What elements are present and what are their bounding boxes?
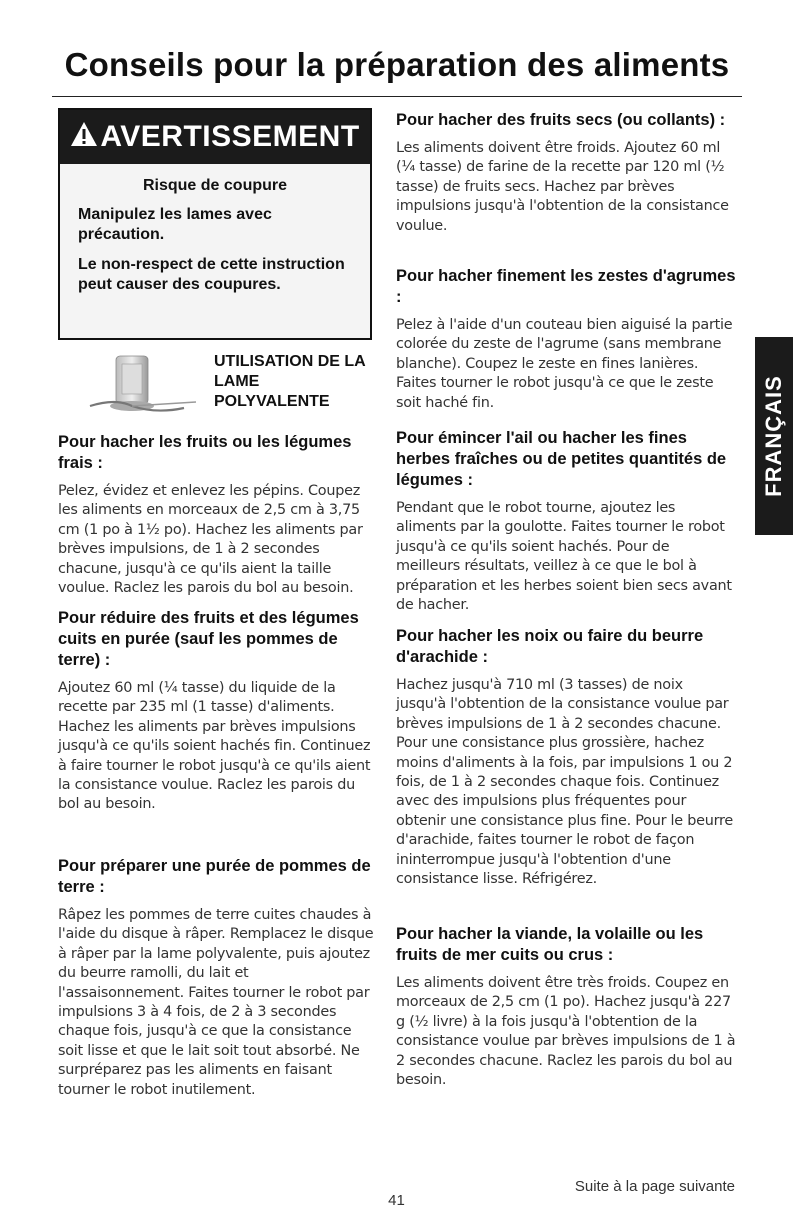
section-body: Râpez les pommes de terre cuites chaudes à l'aide du disque à râper. Remplacez le disque à râper par la lame polyvalente, puis ajoutez du beurre ramolli, du lait et l'assaisonnement. Faites tourner le robot par impulsions 3 à 4 fois, de 2 à 3 secondes chaque fois, jusqu'à ce que la consistance soit lisse et que le lait soit tout absorbé. Ne surpréparez pas les aliments en faisant tourner le robot inutilement. [58, 907, 374, 1098]
warning-banner [60, 110, 370, 164]
language-tab-label: FRANÇAIS [761, 375, 786, 497]
section-viande-volaille [396, 924, 736, 1090]
warning-triangle-icon [70, 121, 98, 154]
page-number: 41 [388, 1192, 405, 1209]
section-body: Pelez, évidez et enlevez les pépins. Coupez les aliments en morceaux de 2,5 cm à 3,75 cm (1 po à 1½ po). Hachez les aliments par brèves impulsions, de 1 à 2 secondes chacune, jusqu'à ce qu'ils aient la taille voulue. Raclez les parois du bol au besoin. [58, 483, 363, 597]
page-title: Conseils pour la préparation des aliments [64, 46, 730, 83]
section-body: Pendant que le robot tourne, ajoutez les aliments par la goulotte. Faites tourner le robot jusqu'à ce qu'ils soient hachés. Pour de meilleurs résultats, veillez à ce que le bol à préparation et les herbes soient bien secs avant de hacher. [396, 500, 732, 614]
warning-banner-label: AVERTISSEMENT [100, 120, 360, 153]
warning-subtitle: Risque de coupure [142, 177, 288, 194]
warning-line2: Le non-respect de cette instruction peut causer des coupures. [78, 256, 345, 293]
section-body: Ajoutez 60 ml (¼ tasse) du liquide de la recette par 235 ml (1 tasse) d'aliments. Hachez les aliments par brèves impulsions jusqu'à ce qu'ils soient hachés fin. Continuez à faire tourner le robot jusqu'à ce qu'ils aient la consistance voulue. Raclez les parois du bol au besoin. [58, 680, 371, 813]
section-heading: Pour hacher les fruits ou les légumes frais : [58, 433, 352, 472]
section-fruits-secs [396, 110, 736, 236]
warning-line1: Manipulez les lames avec précaution. [78, 206, 272, 243]
language-tab [755, 337, 793, 535]
title-rule [52, 96, 742, 97]
section-body: Pelez à l'aide d'un couteau bien aiguisé la partie colorée du zeste de l'agrume (sans membrane blanche). Coupez le zeste en fines lanières. Faites tourner le robot jusqu'à ce que le zeste soit haché fin. [396, 317, 733, 411]
section-fruits-legumes-frais [58, 432, 376, 598]
section-zestes-agrumes [396, 266, 736, 413]
warning-box [58, 108, 372, 340]
section-heading: Pour hacher des fruits secs (ou collants) : [396, 111, 726, 129]
section-ail-fines-herbes [396, 428, 736, 615]
section-puree-fruits-legumes [58, 608, 376, 815]
food-processor-blade-icon [86, 350, 198, 422]
section-body: Les aliments doivent être très froids. Coupez en morceaux de 2,5 cm (1 po). Hachez jusqu'à 227 g (½ livre) à la fois jusqu'à l'obtention de la consistance voulue par brèves impulsions de 1 à 2 secondes chacune. Raclez les parois du bol au besoin. [396, 975, 736, 1089]
section-body: Les aliments doivent être froids. Ajoutez 60 ml (¼ tasse) de farine de la recette par 120 ml (½ tasse) de fruits secs. Hachez par brèves impulsions jusqu'à l'obtention de la consistance voulue. [396, 140, 729, 234]
section-body: Hachez jusqu'à 710 ml (3 tasses) de noix jusqu'à l'obtention de la consistance voulue par brèves impulsions de 1 à 2 secondes chacune. Pour une consistance plus grossière, hachez moins d'aliments à la fois, par impulsions 1 ou 2 fois, de 1 à 2 secondes chaque fois. Continuez avec des impulsions plus fréquentes pour obtenir une consistance plus fine. Pour le beurre d'arachide, faites tourner le robot de façon ininterrompue jusqu'à l'obtention d'une consistance lisse. Réfrigérez. [396, 677, 733, 888]
section-puree-pommes-de-terre [58, 856, 376, 1100]
blade-title: UTILISATION DE LA LAME POLYVALENTE [214, 353, 366, 410]
section-heading: Pour émincer l'ail ou hacher les fines herbes fraîches ou de petites quantités de légumes : [396, 429, 727, 489]
section-heading: Pour préparer une purée de pommes de terre : [58, 857, 371, 896]
continued-note: Suite à la page suivante [574, 1178, 735, 1195]
section-heading: Pour hacher la viande, la volaille ou les fruits de mer cuits ou crus : [396, 925, 704, 964]
section-heading: Pour réduire des fruits et des légumes cuits en purée (sauf les pommes de terre) : [58, 609, 359, 669]
section-noix-beurre-arachide [396, 626, 736, 889]
section-heading: Pour hacher les noix ou faire du beurre d'arachide : [396, 627, 704, 666]
section-heading: Pour hacher finement les zestes d'agrumes : [396, 267, 736, 306]
